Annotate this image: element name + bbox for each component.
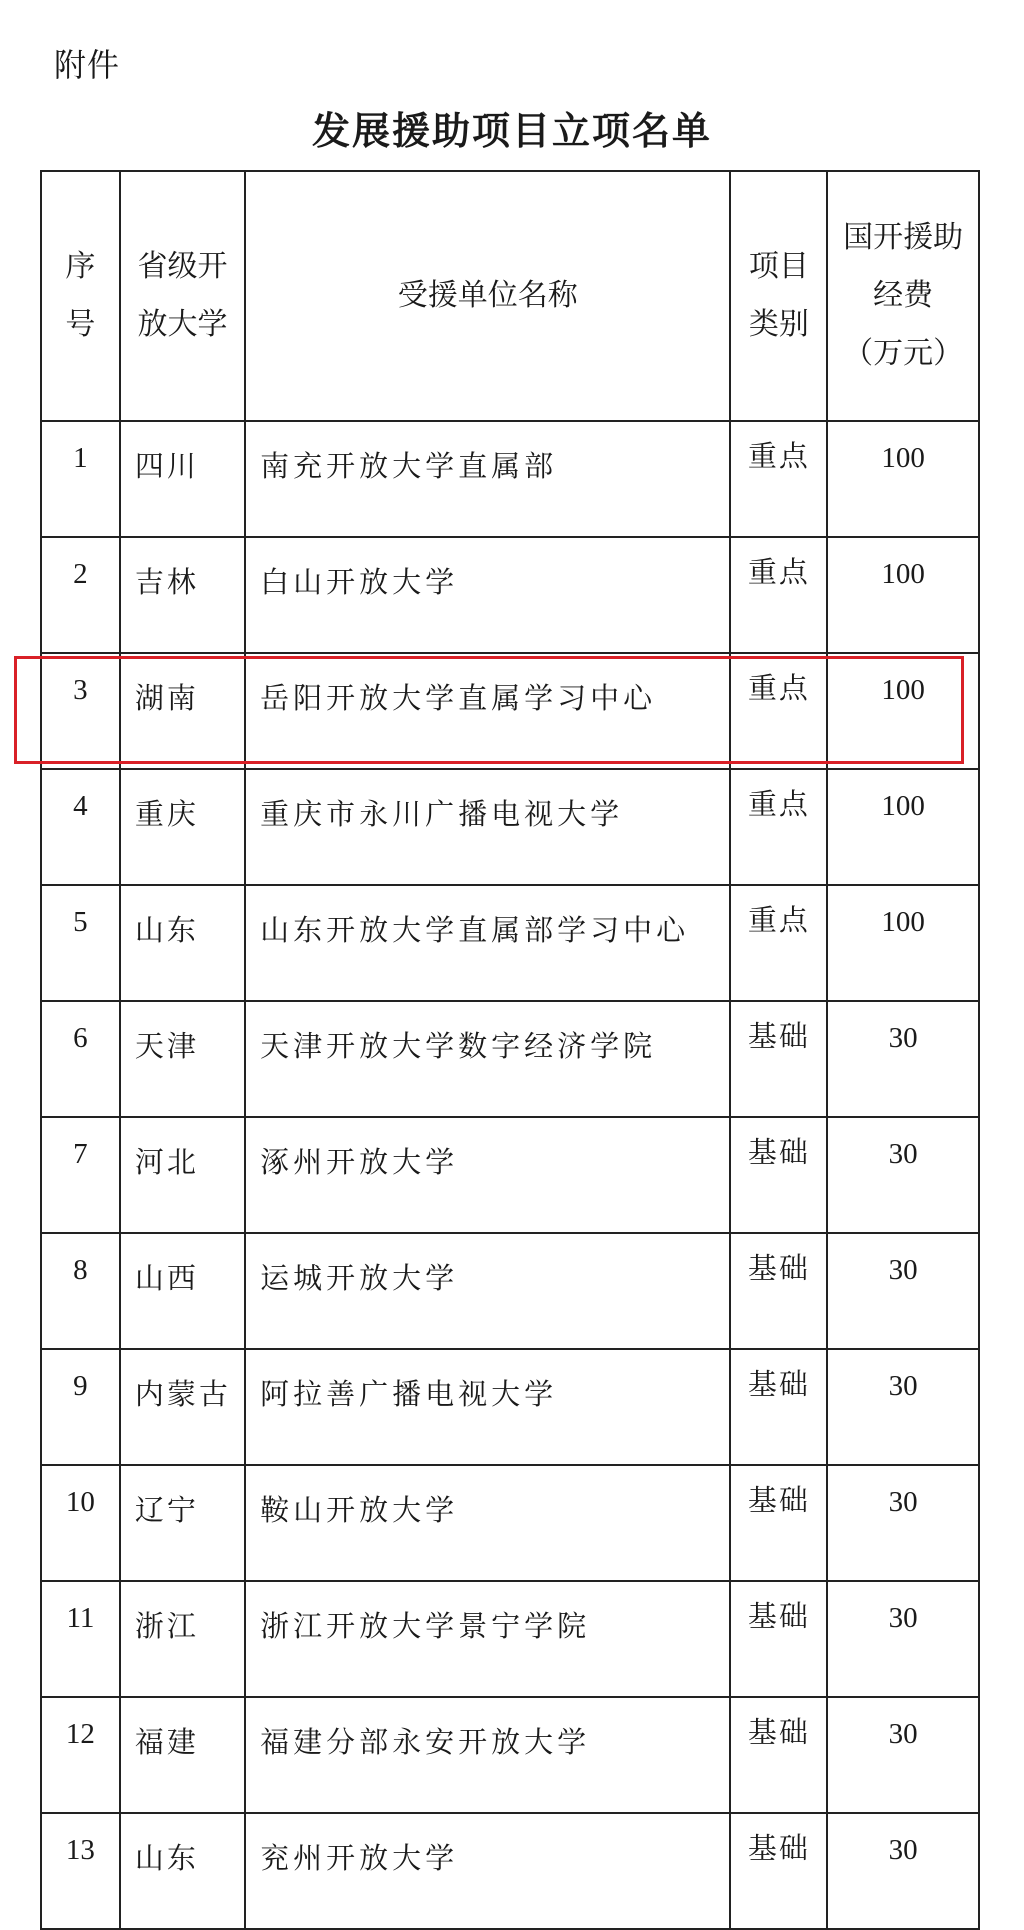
table-row (41, 769, 979, 885)
cell-serial-number: 8 (41, 1233, 120, 1349)
cell-funding: 30 (827, 1349, 979, 1465)
cell-funding: 100 (827, 769, 979, 885)
cell-recipient-unit: 天津开放大学数字经济学院 (245, 1001, 730, 1117)
cell-project-type: 基础 (730, 1465, 827, 1581)
cell-funding: 30 (827, 1233, 979, 1349)
table-row (41, 1349, 979, 1465)
cell-province: 辽宁 (120, 1465, 245, 1581)
cell-funding: 100 (827, 885, 979, 1001)
header-project-type (730, 171, 827, 421)
header-serial-number (41, 171, 120, 421)
cell-province: 福建 (120, 1697, 245, 1813)
header-recipient-unit: 受援单位名称 (245, 171, 730, 421)
cell-serial-number: 12 (41, 1697, 120, 1813)
cell-province: 湖南 (120, 653, 245, 769)
table-row (41, 1813, 979, 1929)
cell-serial-number: 4 (41, 769, 120, 885)
cell-recipient-unit: 白山开放大学 (245, 537, 730, 653)
header-funding (827, 171, 979, 421)
cell-project-type: 基础 (730, 1233, 827, 1349)
document-title: 发展援助项目立项名单 (311, 108, 712, 153)
cell-province: 四川 (120, 421, 245, 537)
cell-project-type: 基础 (730, 1001, 827, 1117)
cell-serial-number: 5 (41, 885, 120, 1001)
cell-project-type: 基础 (730, 1697, 827, 1813)
table-row (41, 421, 979, 537)
header-province-line1: 省级开 (137, 249, 228, 284)
table-body (41, 421, 979, 1929)
cell-project-type: 重点 (730, 421, 827, 537)
cell-serial-number: 3 (41, 653, 120, 769)
cell-recipient-unit: 运城开放大学 (245, 1233, 730, 1349)
table-row (41, 1697, 979, 1813)
cell-province: 浙江 (120, 1581, 245, 1697)
cell-project-type: 重点 (730, 653, 827, 769)
cell-recipient-unit: 南充开放大学直属部 (245, 421, 730, 537)
table-row (41, 1117, 979, 1233)
cell-recipient-unit: 鞍山开放大学 (245, 1465, 730, 1581)
cell-project-type: 基础 (730, 1117, 827, 1233)
cell-funding: 30 (827, 1697, 979, 1813)
cell-funding: 30 (827, 1001, 979, 1117)
cell-serial-number: 2 (41, 537, 120, 653)
header-type-line2: 类别 (748, 307, 809, 342)
cell-province: 山西 (120, 1233, 245, 1349)
project-list-table (40, 170, 980, 1930)
cell-province: 吉林 (120, 537, 245, 653)
header-serial-number-line1: 序 (65, 249, 96, 284)
cell-serial-number: 10 (41, 1465, 120, 1581)
cell-province: 河北 (120, 1117, 245, 1233)
cell-recipient-unit: 兖州开放大学 (245, 1813, 730, 1929)
cell-project-type: 重点 (730, 537, 827, 653)
cell-recipient-unit: 山东开放大学直属部学习中心 (245, 885, 730, 1001)
cell-province: 天津 (120, 1001, 245, 1117)
cell-recipient-unit: 浙江开放大学景宁学院 (245, 1581, 730, 1697)
cell-funding: 100 (827, 653, 979, 769)
cell-recipient-unit: 阿拉善广播电视大学 (245, 1349, 730, 1465)
header-fund-line1: 国开援助 (843, 220, 964, 255)
cell-province: 重庆 (120, 769, 245, 885)
cell-recipient-unit: 重庆市永川广播电视大学 (245, 769, 730, 885)
cell-funding: 30 (827, 1465, 979, 1581)
cell-project-type: 基础 (730, 1813, 827, 1929)
header-fund-line2: 经费 (873, 278, 934, 313)
cell-serial-number: 11 (41, 1581, 120, 1697)
cell-funding: 30 (827, 1581, 979, 1697)
cell-serial-number: 6 (41, 1001, 120, 1117)
table-row (41, 653, 979, 769)
header-fund-line3: （万元） (843, 336, 964, 371)
table-row (41, 1465, 979, 1581)
cell-funding: 30 (827, 1117, 979, 1233)
attachment-label: 附件 (54, 46, 121, 84)
table-row (41, 1233, 979, 1349)
table-row (41, 537, 979, 653)
header-serial-number-line2: 号 (65, 307, 96, 342)
table-row (41, 1581, 979, 1697)
cell-project-type: 重点 (730, 885, 827, 1001)
header-province-line2: 放大学 (137, 307, 228, 342)
header-type-line1: 项目 (748, 249, 809, 284)
table-row (41, 885, 979, 1001)
table-header-row (41, 171, 979, 421)
cell-serial-number: 7 (41, 1117, 120, 1233)
cell-project-type: 基础 (730, 1349, 827, 1465)
cell-recipient-unit: 福建分部永安开放大学 (245, 1697, 730, 1813)
cell-funding: 30 (827, 1813, 979, 1929)
cell-recipient-unit: 岳阳开放大学直属学习中心 (245, 653, 730, 769)
cell-province: 内蒙古 (120, 1349, 245, 1465)
cell-serial-number: 9 (41, 1349, 120, 1465)
cell-project-type: 重点 (730, 769, 827, 885)
cell-serial-number: 1 (41, 421, 120, 537)
cell-recipient-unit: 涿州开放大学 (245, 1117, 730, 1233)
cell-funding: 100 (827, 537, 979, 653)
table-row (41, 1001, 979, 1117)
cell-province: 山东 (120, 885, 245, 1001)
cell-province: 山东 (120, 1813, 245, 1929)
cell-funding: 100 (827, 421, 979, 537)
header-province-university (120, 171, 245, 421)
cell-serial-number: 13 (41, 1813, 120, 1929)
cell-project-type: 基础 (730, 1581, 827, 1697)
